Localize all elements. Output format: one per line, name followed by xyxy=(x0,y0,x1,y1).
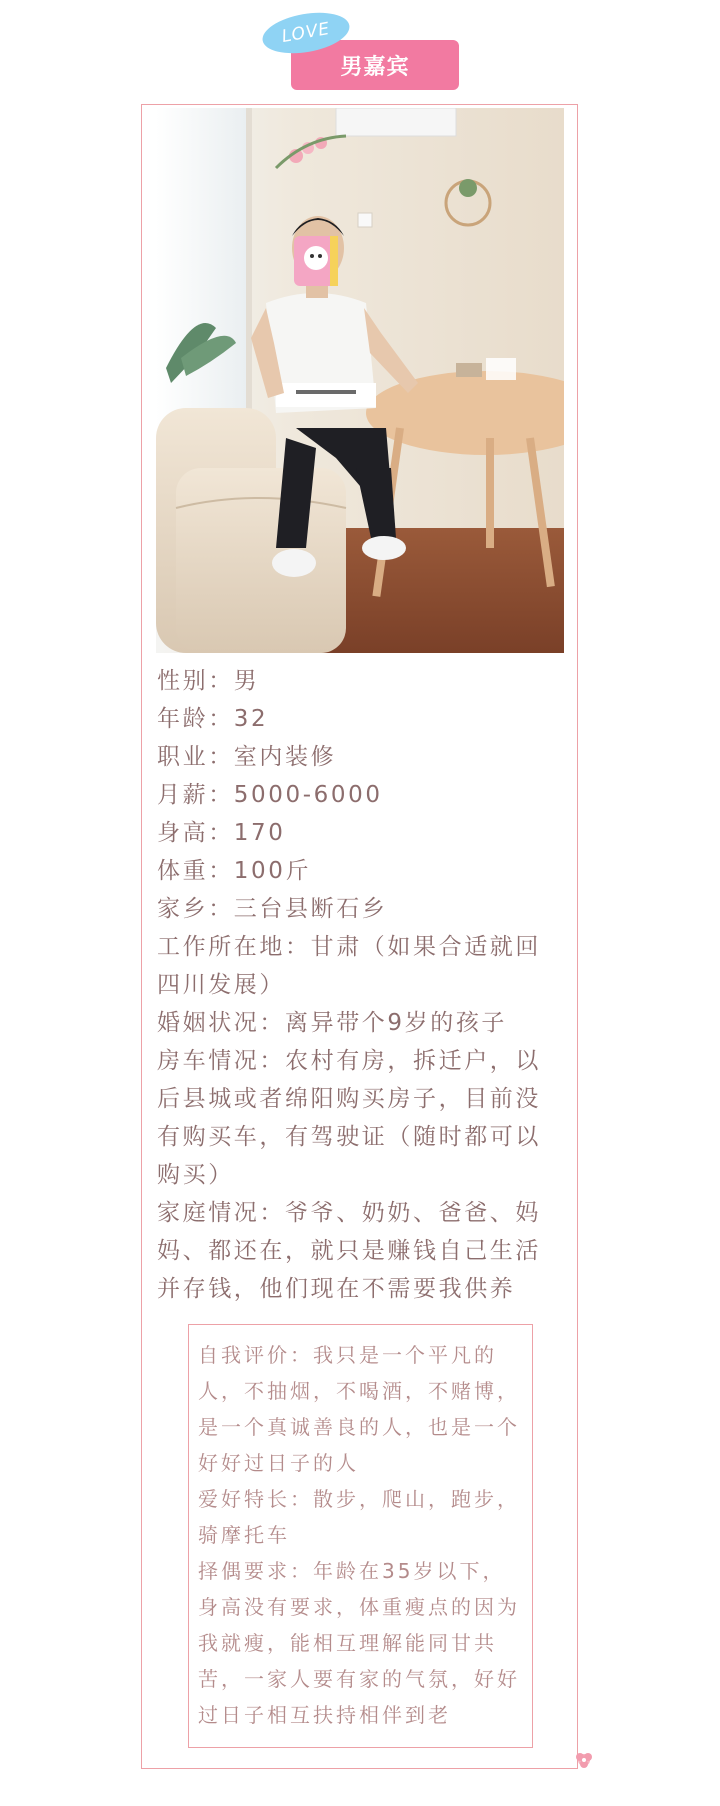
profile-family: 家庭情况：爷爷、奶奶、爸爸、妈妈、都还在，就只是赚钱自己生活并存钱，他们现在不需要我供养 xyxy=(157,1200,541,1302)
profile-weight: 体重：100斤 xyxy=(157,858,312,884)
profile-info xyxy=(157,662,562,1308)
profile-salary: 月薪：5000-6000 xyxy=(157,782,383,808)
self-evaluation: 自我评价：我只是一个平凡的人，不抽烟，不喝酒，不赌博，是一个真诚善良的人，也是一个好好过日子的人 xyxy=(198,1343,520,1475)
profile-gender: 性别：男 xyxy=(157,668,260,694)
hobbies: 爱好特长：散步，爬山，跑步，骑摩托车 xyxy=(198,1487,520,1547)
profile-height: 身高：170 xyxy=(157,820,286,846)
profile-hometown: 家乡：三台县断石乡 xyxy=(157,896,388,922)
profile-marital-status: 婚姻状况：离异带个9岁的孩子 xyxy=(157,1010,508,1036)
flower-icon xyxy=(574,1750,594,1770)
profile-house-car: 房车情况：农村有房，拆迁户，以后县城或者绵阳购买房子，目前没有购买车，有驾驶证（随时都可以购买） xyxy=(157,1048,541,1188)
section-title-text: 男嘉宾 xyxy=(340,54,410,80)
profile-photo xyxy=(156,108,564,653)
partner-requirements: 择偶要求：年龄在35岁以下，身高没有要求，体重瘦点的因为我就瘦，能相互理解能同甘共苦，一家人要有家的气氛，好好过日子相互扶持相伴到老 xyxy=(198,1559,520,1727)
love-badge-text: LOVE xyxy=(280,18,332,48)
self-intro-box xyxy=(198,1337,526,1733)
profile-photo-illustration xyxy=(156,108,564,653)
profile-age: 年龄：32 xyxy=(157,706,269,732)
profile-occupation: 职业：室内装修 xyxy=(157,744,337,770)
profile-work-location: 工作所在地：甘肃（如果合适就回四川发展） xyxy=(157,934,541,998)
